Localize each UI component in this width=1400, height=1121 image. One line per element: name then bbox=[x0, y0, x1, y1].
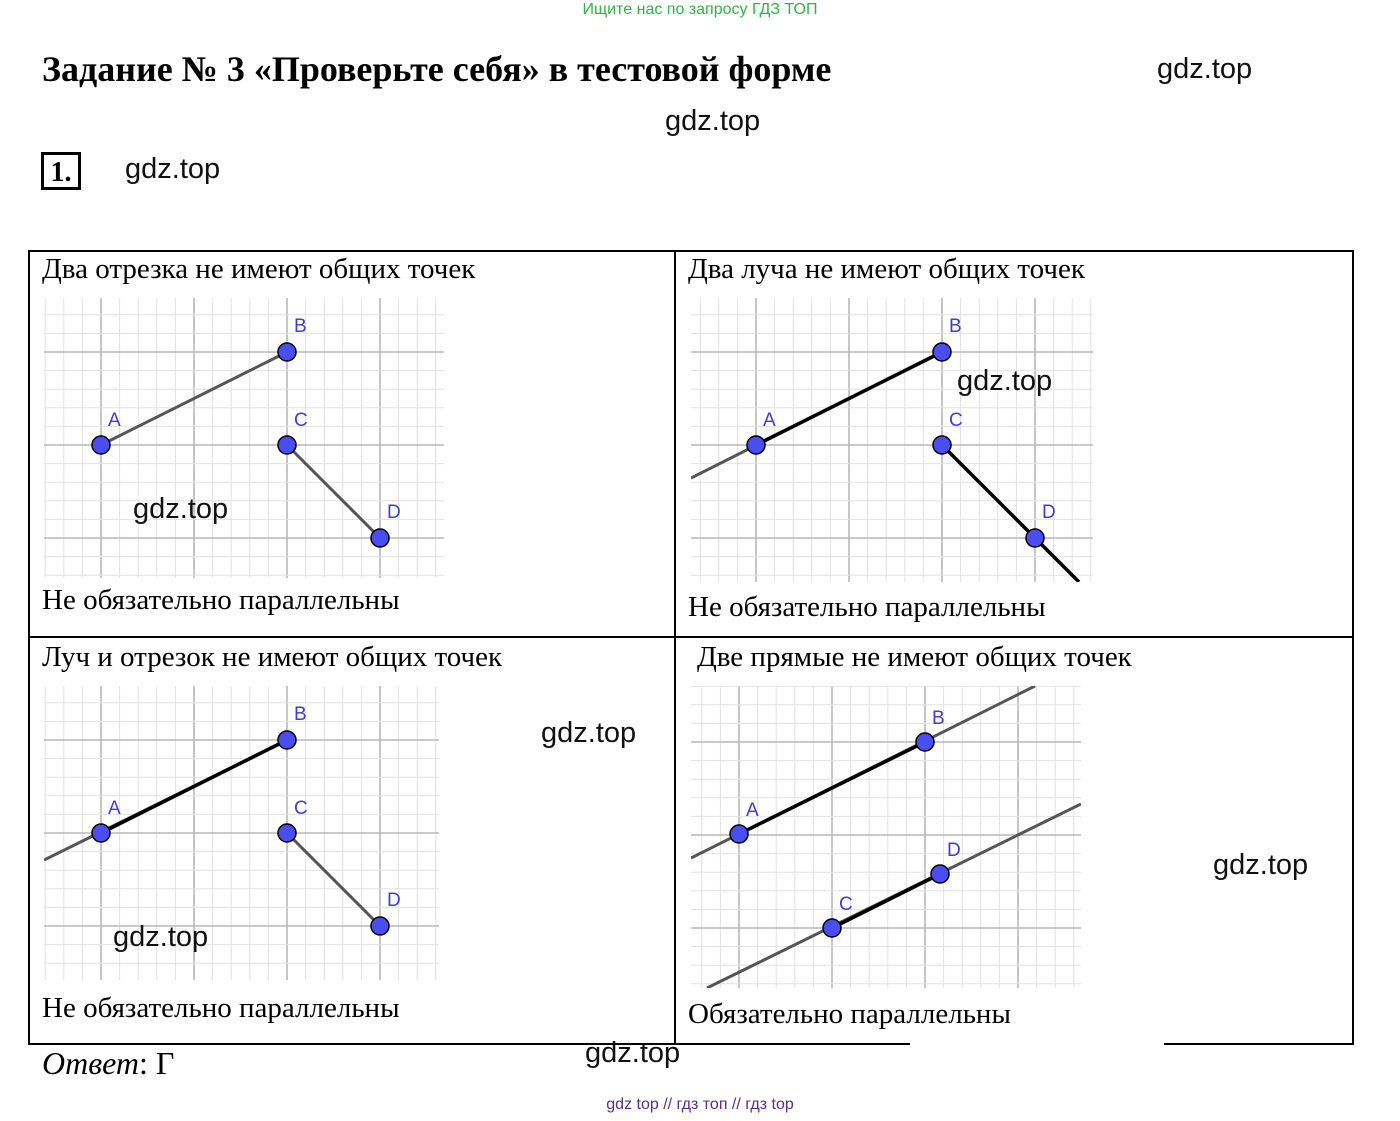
watermark: gdz.top bbox=[957, 365, 1053, 397]
top-banner[interactable]: Ищите нас по запросу ГДЗ ТОП bbox=[582, 1, 818, 18]
cell-2-conclusion: Не обязательно параллельны bbox=[688, 591, 1046, 623]
point-c bbox=[823, 919, 841, 937]
point-a bbox=[747, 436, 765, 454]
point-d bbox=[371, 529, 389, 547]
segment-cd bbox=[287, 445, 380, 538]
point-label-a: A bbox=[763, 410, 776, 431]
ray-cd bbox=[942, 445, 1079, 582]
point-label-c: C bbox=[839, 894, 853, 915]
point-label-b: B bbox=[294, 316, 307, 337]
watermark: gdz.top bbox=[125, 153, 221, 185]
point-d bbox=[1026, 529, 1044, 547]
footer-links[interactable]: gdz top // гдз топ // гдз top bbox=[606, 1096, 794, 1113]
figure-segment-segment bbox=[44, 298, 444, 578]
figure-ray-segment bbox=[44, 686, 439, 980]
cell-3-heading: Луч и отрезок не имеют общих точек bbox=[42, 641, 503, 673]
cell-4-conclusion: Обязательно параллельны bbox=[688, 998, 1011, 1030]
point-c bbox=[278, 436, 296, 454]
point-a bbox=[92, 436, 110, 454]
point-label-b: B bbox=[949, 316, 962, 337]
point-label-d: D bbox=[387, 890, 401, 911]
figure-line-line bbox=[691, 686, 1081, 988]
watermark: gdz.top bbox=[541, 717, 637, 749]
watermark: gdz.top bbox=[113, 921, 209, 953]
point-b bbox=[278, 731, 296, 749]
point-b bbox=[933, 343, 951, 361]
point-label-a: A bbox=[108, 798, 121, 819]
point-a bbox=[92, 824, 110, 842]
cell-1-conclusion: Не обязательно параллельны bbox=[42, 584, 400, 616]
point-b bbox=[278, 343, 296, 361]
segment-cd bbox=[287, 833, 380, 926]
answer-line bbox=[42, 1045, 174, 1082]
point-label-d: D bbox=[947, 840, 961, 861]
point-d bbox=[371, 917, 389, 935]
cell-2-heading: Два луча не имеют общих точек bbox=[688, 253, 1085, 285]
border-gap bbox=[910, 1042, 1164, 1048]
point-d bbox=[931, 865, 949, 883]
point-label-a: A bbox=[746, 800, 759, 821]
point-label-a: A bbox=[108, 410, 121, 431]
figure-ray-ray bbox=[691, 298, 1093, 582]
cell-1-heading: Два отрезка не имеют общих точек bbox=[42, 253, 476, 285]
point-label-c: C bbox=[294, 798, 308, 819]
point-label-c: C bbox=[294, 410, 308, 431]
point-label-d: D bbox=[1042, 502, 1056, 523]
watermark: gdz.top bbox=[665, 105, 761, 137]
point-a bbox=[730, 825, 748, 843]
point-label-d: D bbox=[387, 502, 401, 523]
answer-separator: : bbox=[139, 1045, 148, 1081]
point-label-b: B bbox=[294, 704, 307, 725]
point-label-b: B bbox=[932, 708, 945, 729]
point-c bbox=[278, 824, 296, 842]
cell-4-heading: Две прямые не имеют общих точек bbox=[697, 641, 1132, 673]
point-c bbox=[933, 436, 951, 454]
watermark: gdz.top bbox=[1213, 849, 1309, 881]
page-title: Задание № 3 «Проверьте себя» в тестовой форме bbox=[42, 49, 832, 89]
answer-label: Ответ bbox=[42, 1045, 139, 1081]
point-b bbox=[916, 733, 934, 751]
watermark: gdz.top bbox=[133, 493, 229, 525]
answer-value: Г bbox=[155, 1045, 175, 1081]
cell-3-conclusion: Не обязательно параллельны bbox=[42, 992, 400, 1024]
task-number: 1. bbox=[41, 152, 81, 190]
watermark: gdz.top bbox=[585, 1037, 681, 1069]
watermark: gdz.top bbox=[1157, 53, 1253, 85]
point-label-c: C bbox=[949, 410, 963, 431]
grid bbox=[691, 686, 1081, 988]
